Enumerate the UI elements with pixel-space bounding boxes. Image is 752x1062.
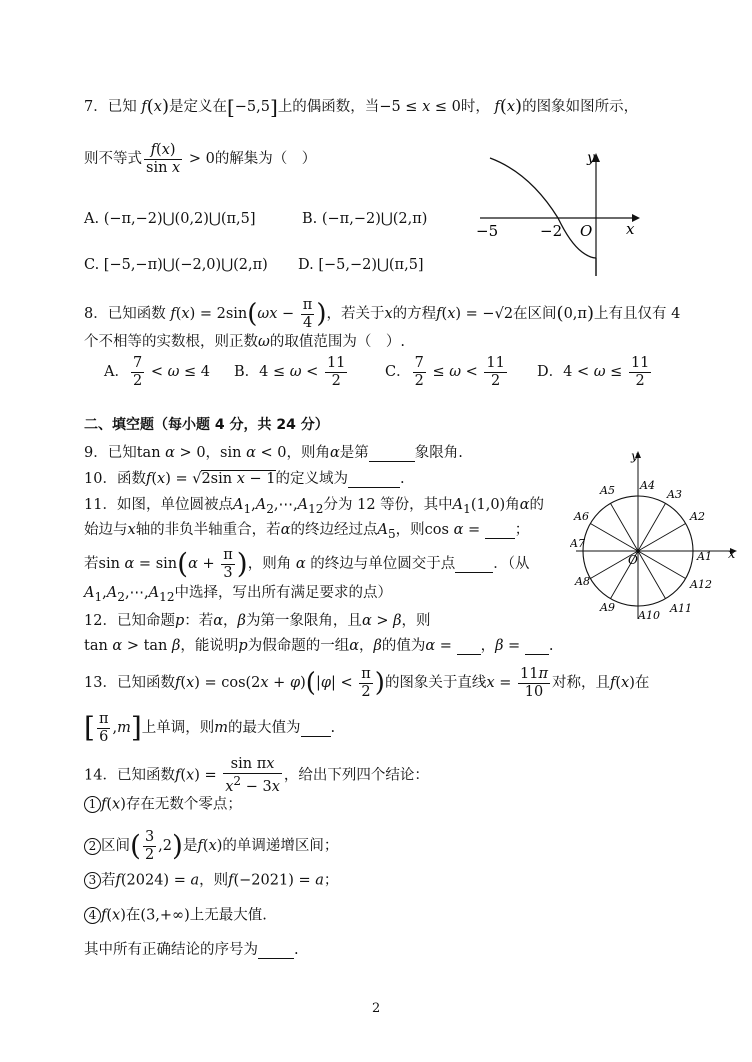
q14-line1: 14．已知函数f(x) = $\frac{\text{sin πx}}{x^2 - 3x}$ ，给出下列四个结论： xyxy=(84,756,429,795)
q7-graph-x-label: x xyxy=(626,220,635,238)
section-2-title: 二、填空题（每小题 4 分，共 24 分） xyxy=(84,417,329,433)
q11-blank-cos[interactable] xyxy=(485,523,515,539)
q14-conclusion-2: 2 区间( $\frac{3}{2}$ ,2)是f(x)的单调递增区间； xyxy=(84,830,338,862)
q11-point-label: A12 xyxy=(690,578,712,591)
q7-graph-y-label: y xyxy=(587,150,595,166)
q11-line4: $A_1,A_2,\cdots,A_{12}$中选择，写出所有满足要求的点） xyxy=(84,585,393,604)
q14-conclusion-3: 3 若f(2024) = a，则f(−2021) = a； xyxy=(84,872,338,889)
q7-line2: 则不等式 $\frac{f(x)}{\text{sin x}}$ > 0的解集为（ ） xyxy=(84,142,317,176)
q12-line1: 12．已知命题p：若α，β为第一象限角，且α > β，则 xyxy=(84,613,431,629)
q11-point-label: A10 xyxy=(638,609,660,622)
q14-blank[interactable] xyxy=(258,943,294,959)
q14-final: 其中所有正确结论的序号为 . xyxy=(84,942,299,958)
q7-line1: 7．已知 f(x)是定义在[−5,5]上的偶函数，当−5 ≤ x ≤ 0时， f(x)的图象如图所示， xyxy=(84,95,639,119)
q7-graph-tick-neg5: −5 xyxy=(476,222,499,240)
q11-circle-y-label: y xyxy=(631,449,638,463)
q7-option-b: B. (−π,−2)⋃(2,π) xyxy=(302,211,428,227)
q12-line2: tan α > tan β，能说明p为假命题的一组α，β的值为α = ，β = . xyxy=(84,638,554,654)
q8-option-c: C． $\frac{7}{2}$ ≤ ω < $\frac{11}{2}$ xyxy=(385,355,505,389)
q8-option-d: D．4 < ω ≤ $\frac{11}{2}$ xyxy=(537,355,650,389)
q8-option-a: A． $\frac{7}{2}$ < ω ≤ 4 xyxy=(104,355,211,389)
q11-point-label: A9 xyxy=(600,601,615,614)
q8-line1: 8．已知函数 f(x) = 2sin(ωx − $\frac{\pi}{4}$ )，若关于x的方程f(x) = −√2在区间(0,π)上有且仅有 4 xyxy=(84,297,681,331)
q11-blank-points[interactable] xyxy=(455,557,493,573)
q13-blank[interactable] xyxy=(301,721,331,737)
q11-point-label: A7 xyxy=(570,537,585,550)
q7-graph-tick-neg2: −2 xyxy=(540,222,563,240)
q11-point-label: A8 xyxy=(575,575,590,588)
q10-blank[interactable] xyxy=(348,472,400,488)
q11-circle-x-label: x xyxy=(728,547,736,562)
q11-circle-origin: O xyxy=(628,553,638,567)
q10: 10．函数f(x) = √2sin x − 1的定义域为 . xyxy=(84,471,405,487)
q8-option-b: B．4 ≤ ω < $\frac{11}{2}$ xyxy=(234,355,346,389)
q7-option-d: D. [−5,−2)⋃(π,5] xyxy=(298,257,424,273)
q11-point-label: A4 xyxy=(640,479,655,492)
q12-blank-alpha[interactable] xyxy=(457,639,481,655)
page-number: 2 xyxy=(372,1001,381,1016)
q7-option-c: C. [−5,−π)⋃(−2,0)⋃(2,π) xyxy=(84,257,268,273)
q11-point-label: A5 xyxy=(600,484,615,497)
q8-line2: 个不相等的实数根，则正数ω的取值范围为（ ）. xyxy=(84,334,405,350)
q11-point-label: A3 xyxy=(667,488,682,501)
q7-function-graph xyxy=(470,148,650,283)
q11-unit-circle xyxy=(570,448,740,623)
q11-line2: 始边与x轴的非负半轴重合，若α的终边经过点$A_5$，则cos α = ； xyxy=(84,522,530,541)
q7-graph-origin: O xyxy=(580,222,593,240)
q7-option-a: A. (−π,−2)⋃(0,2)⋃(π,5] xyxy=(84,211,256,227)
q11-point-label: A6 xyxy=(574,510,589,523)
q13-line1: 13．已知函数f(x) = cos(2x + φ)(|φ| < $\frac{\pi}{2}$ )的图象关于直线x = $\frac{11\pi}{10}$ 对称，且f(x)在 xyxy=(84,666,650,700)
q14-conclusion-1: 1 f(x)存在无数个零点； xyxy=(84,796,242,813)
q14-conclusion-4: 4 f(x)在(3,+∞)上无最大值. xyxy=(84,907,267,924)
q11-point-label: A2 xyxy=(690,510,705,523)
q11-line3: 若sin α = sin(α + $\frac{\pi}{3}$ )，则角 α 的终边与单位圆交于点 ．（从 xyxy=(84,547,530,581)
q12-blank-beta[interactable] xyxy=(525,639,549,655)
q11-line1: 11．如图，单位圆被点$A_1,A_2,\cdots,A_{12}$分为 12 等份，其中$A_1(1,0)$角α的 xyxy=(84,497,544,516)
q9-blank[interactable] xyxy=(369,446,415,462)
q11-point-label: A11 xyxy=(670,602,692,615)
q11-point-label: A1 xyxy=(697,550,712,563)
q9: 9．已知tan α > 0，sin α < 0，则角α是第 象限角. xyxy=(84,445,463,461)
q13-line2: [ $\frac{\pi}{6}$ ,m]上单调，则m的最大值为 . xyxy=(84,711,336,745)
